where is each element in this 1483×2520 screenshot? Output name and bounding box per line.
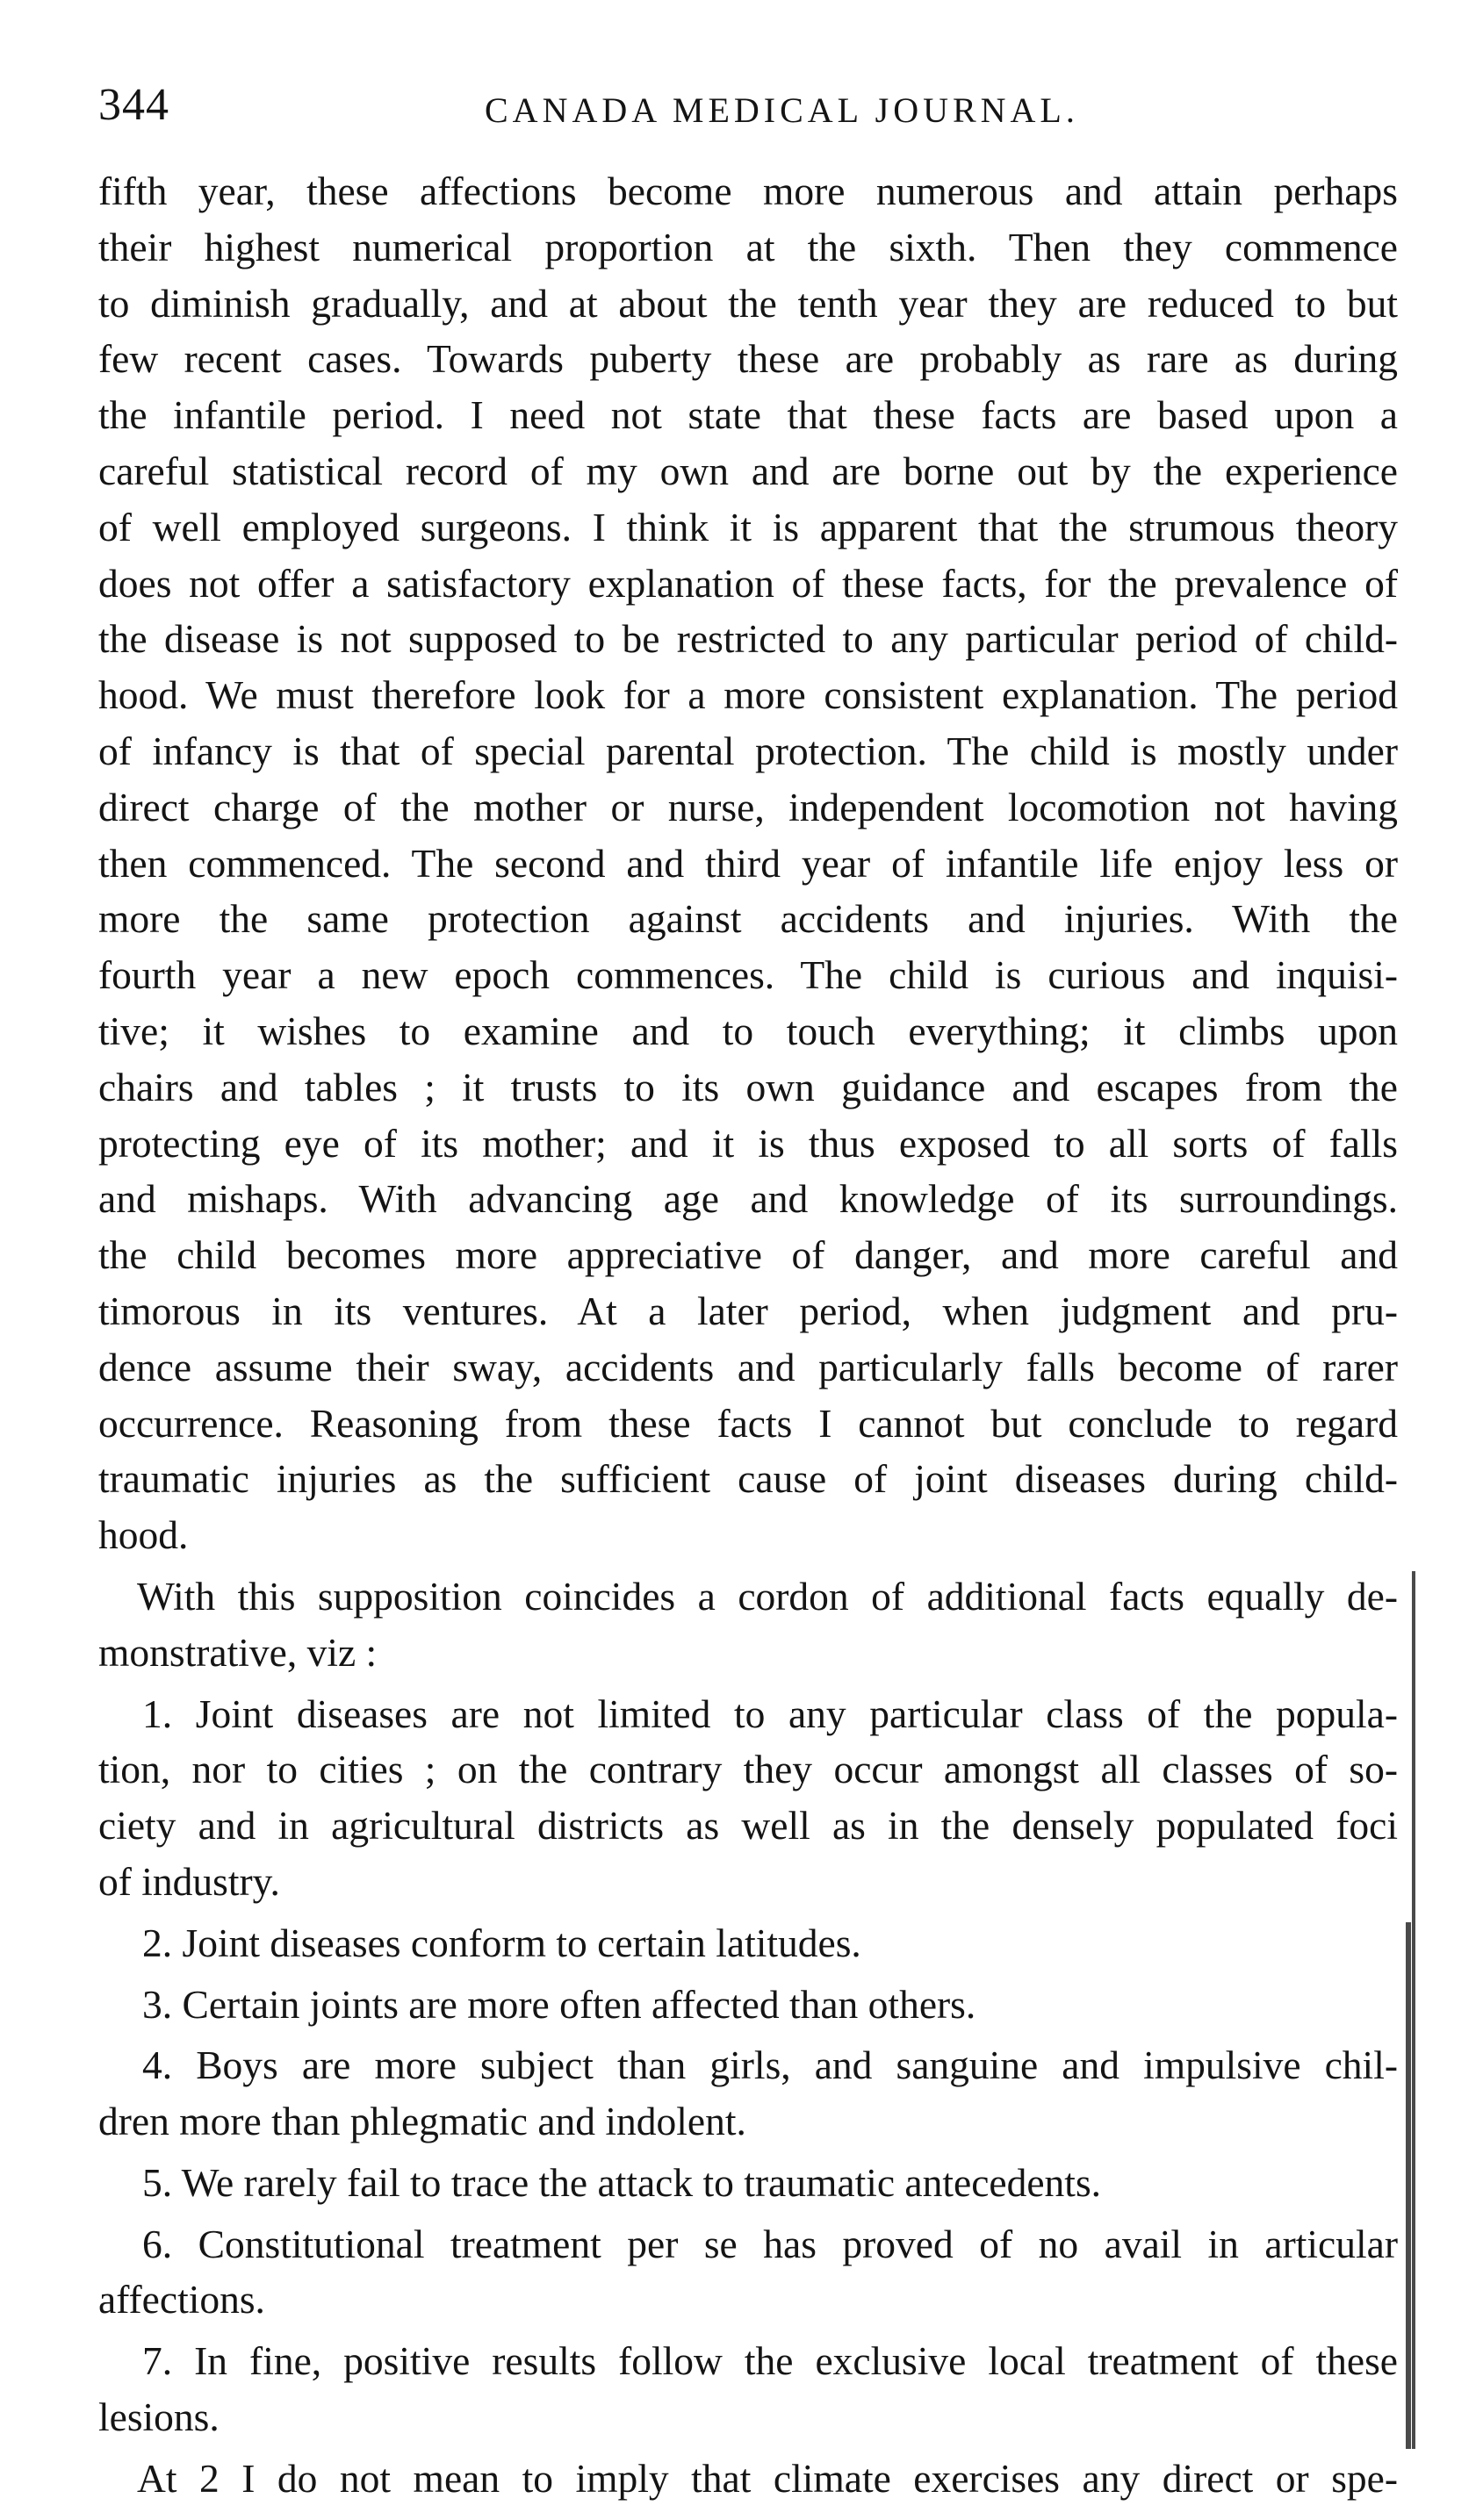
text-line: careful statistical record of my own and are borne out by the experience <box>98 448 1398 493</box>
text-line: dence assume their sway, accidents and particularly falls become of rarer <box>98 1344 1398 1389</box>
text-line: direct charge of the mother or nurse, independent locomotion not having <box>98 784 1398 829</box>
text-line: then commenced. The second and third year of infantile life enjoy less or <box>98 840 1398 886</box>
binding-edge-shadow <box>1406 1922 1411 2449</box>
list-item-line: ciety and in agricultural districts as well as in the densely populated foci <box>98 1803 1398 1849</box>
list-item-line: tion, nor to cities ; on the contrary they occur amongst all classes of so- <box>98 1747 1398 1792</box>
list-item-line: 1. Joint diseases are not limited to any particular class of the popula- <box>142 1691 1398 1736</box>
text-line: few recent cases. Towards puberty these are probably as rare as during <box>98 336 1398 382</box>
list-item-line: dren more than phlegmatic and indolent. <box>98 2099 746 2144</box>
text-line: hood. We must therefore look for a more consistent explanation. The period <box>98 672 1398 718</box>
list-item-line: 2. Joint diseases conform to certain latitudes. <box>142 1920 861 1965</box>
text-line: of infancy is that of special parental protection. The child is mostly under <box>98 728 1398 773</box>
text-line: hood. <box>98 1512 189 1558</box>
list-item-2 <box>98 1915 1398 1971</box>
list-item-4 <box>98 2037 1398 2150</box>
list-item-5 <box>98 2155 1398 2211</box>
list-item-line: 6. Constitutional treatment per se has proved of no avail in articular <box>142 2221 1398 2266</box>
text-line: protecting eye of its mother; and it is thus exposed to all sorts of falls <box>98 1120 1398 1166</box>
paragraph-2 <box>98 1569 1398 1681</box>
text-line: the disease is not supposed to be restricted to any particular period of child- <box>98 616 1398 662</box>
text-line: their highest numerical proportion at the sixth. Then they commence <box>98 224 1398 269</box>
list-item-3 <box>98 1977 1398 2033</box>
body-text <box>98 163 1398 2507</box>
list-item-6 <box>98 2216 1398 2329</box>
list-item-line: 7. In fine, positive results follow the exclusive local treatment of these <box>142 2338 1398 2384</box>
list-item-line: 5. We rarely fail to trace the attack to traumatic antecedents. <box>142 2159 1102 2205</box>
text-line: the infantile period. I need not state that these facts are based upon a <box>98 392 1398 438</box>
text-line: tive; it wishes to examine and to touch everything; it climbs upon <box>98 1008 1398 1053</box>
text-line: does not offer a satisfactory explanation of these facts, for the prevalence of <box>98 560 1398 606</box>
text-line: timorous in its ventures. At a later period, when judgment and pru- <box>98 1288 1398 1333</box>
text-line: occurrence. Reasoning from these facts I cannot but conclude to regard <box>98 1400 1398 1446</box>
list-item-line: of industry. <box>98 1858 280 1904</box>
text-line: and mishaps. With advancing age and knowledge of its surroundings. <box>98 1176 1398 1222</box>
list-item-line: affections. <box>98 2277 265 2323</box>
binding-edge-shadow <box>1412 1571 1415 2449</box>
list-item-7 <box>98 2333 1398 2445</box>
text-line: the child becomes more appreciative of danger, and more careful and <box>98 1232 1398 1278</box>
list-item-line: 3. Certain joints are more often affected than others. <box>142 1981 976 2027</box>
text-line: of well employed surgeons. I think it is apparent that the strumous theory <box>98 504 1398 549</box>
text-line: fourth year a new epoch commences. The child is curious and inquisi- <box>98 952 1398 998</box>
text-line: chairs and tables ; it trusts to its own guidance and escapes from the <box>98 1064 1398 1109</box>
text-line: traumatic injuries as the sufficient cause of joint diseases during child- <box>98 1456 1398 1502</box>
text-line: At 2 I do not mean to imply that climate exercises any direct or spe- <box>137 2455 1398 2501</box>
text-line: more the same protection against accidents and injuries. With the <box>98 896 1398 942</box>
paragraph-1 <box>98 163 1398 1563</box>
running-head <box>98 70 1380 140</box>
text-line: monstrative, viz : <box>98 1629 378 1675</box>
text-line: fifth year, these affections become more numerous and attain perhaps <box>98 169 1398 213</box>
journal-title: CANADA MEDICAL JOURNAL. <box>485 90 1079 130</box>
page-number: 344 <box>98 80 169 130</box>
text-line: to diminish gradually, and at about the tenth year they are reduced to but <box>98 280 1398 326</box>
final-paragraph <box>98 2451 1398 2507</box>
text-line: With this supposition coincides a cordon of additional facts equally de- <box>137 1573 1398 1619</box>
list-item-line: lesions. <box>98 2394 220 2440</box>
list-item-1 <box>98 1686 1398 1910</box>
list-item-line: 4. Boys are more subject than girls, and sanguine and impulsive chil- <box>142 2043 1398 2088</box>
